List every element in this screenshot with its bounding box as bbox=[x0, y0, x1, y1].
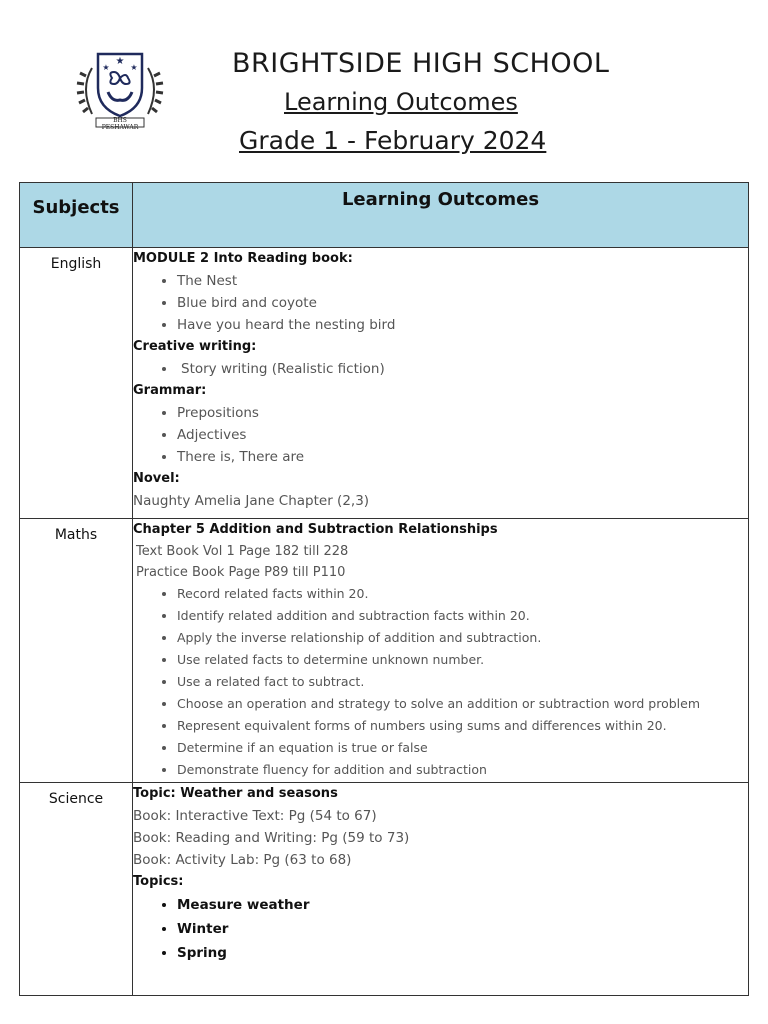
logo-text: BHS PESHAWAR bbox=[101, 117, 139, 131]
science-book-2: Book: Reading and Writing: Pg (59 to 73) bbox=[133, 830, 410, 846]
maths-textbook: Text Book Vol 1 Page 182 till 228 bbox=[136, 544, 349, 559]
document-subtitle: Learning Outcomes bbox=[284, 88, 518, 116]
maths-outcomes bbox=[133, 519, 749, 783]
list-item: • Spring bbox=[177, 941, 748, 965]
list-item: • Measure weather bbox=[177, 893, 748, 917]
subject-english: English bbox=[20, 248, 133, 519]
list-item: • Adjectives bbox=[177, 424, 748, 446]
maths-chapter-heading: Chapter 5 Addition and Subtraction Relationships bbox=[133, 522, 498, 537]
table-row bbox=[20, 248, 749, 519]
list-item: • Demonstrate fluency for addition and subtraction bbox=[177, 759, 748, 781]
subject-maths: Maths bbox=[20, 519, 133, 783]
maths-outcome-list bbox=[133, 583, 748, 781]
list-item: • There is, There are bbox=[177, 446, 748, 468]
english-creative-list bbox=[133, 358, 748, 380]
english-module-list bbox=[133, 270, 748, 336]
table-header-row bbox=[20, 183, 749, 248]
list-item: • Use related facts to determine unknown number. bbox=[177, 649, 748, 671]
list-item: • Determine if an equation is true or false bbox=[177, 737, 748, 759]
english-module-heading: MODULE 2 Into Reading book: bbox=[133, 251, 353, 266]
list-item: • Use a related fact to subtract. bbox=[177, 671, 748, 693]
list-item: • Apply the inverse relationship of addition and subtraction. bbox=[177, 627, 748, 649]
english-novel-heading: Novel: bbox=[133, 471, 180, 486]
maths-practice: Practice Book Page P89 till P110 bbox=[136, 565, 346, 580]
school-logo bbox=[72, 48, 168, 130]
subject-science: Science bbox=[20, 783, 133, 996]
list-item: • Choose an operation and strategy to solve an addition or subtraction word problem bbox=[177, 693, 748, 715]
list-item: • Represent equivalent forms of numbers using sums and differences within 20. bbox=[177, 715, 748, 737]
school-name: BRIGHTSIDE HIGH SCHOOL bbox=[232, 48, 610, 79]
english-creative-heading: Creative writing: bbox=[133, 339, 257, 354]
science-outcomes bbox=[133, 783, 749, 996]
english-outcomes bbox=[133, 248, 749, 519]
list-item: • Have you heard the nesting bird bbox=[177, 314, 748, 336]
list-item: • The Nest bbox=[177, 270, 748, 292]
svg-text:★: ★ bbox=[115, 56, 125, 67]
science-topics-list bbox=[133, 893, 748, 965]
subjects-header: Subjects bbox=[20, 183, 133, 248]
list-item: • Winter bbox=[177, 917, 748, 941]
english-novel-text: Naughty Amelia Jane Chapter (2,3) bbox=[133, 493, 370, 509]
list-item: • Record related facts within 20. bbox=[177, 583, 748, 605]
list-item: • Blue bird and coyote bbox=[177, 292, 748, 314]
table-row bbox=[20, 519, 749, 783]
svg-text:★: ★ bbox=[102, 63, 110, 72]
science-book-3: Book: Activity Lab: Pg (63 to 68) bbox=[133, 852, 352, 868]
grade-line: Grade 1 - February 2024 bbox=[239, 126, 547, 155]
science-book-1: Book: Interactive Text: Pg (54 to 67) bbox=[133, 808, 377, 824]
learning-outcomes-table bbox=[19, 182, 749, 996]
science-topic-heading: Topic: Weather and seasons bbox=[133, 786, 338, 801]
english-grammar-list bbox=[133, 402, 748, 468]
english-grammar-heading: Grammar: bbox=[133, 383, 207, 398]
science-topics-heading: Topics: bbox=[133, 874, 184, 889]
table-row bbox=[20, 783, 749, 996]
outcomes-header: Learning Outcomes bbox=[133, 183, 749, 248]
list-item: • Story writing (Realistic fiction) bbox=[177, 358, 748, 380]
list-item: • Prepositions bbox=[177, 402, 748, 424]
svg-text:★: ★ bbox=[130, 63, 138, 72]
list-item: • Identify related addition and subtraction facts within 20. bbox=[177, 605, 748, 627]
